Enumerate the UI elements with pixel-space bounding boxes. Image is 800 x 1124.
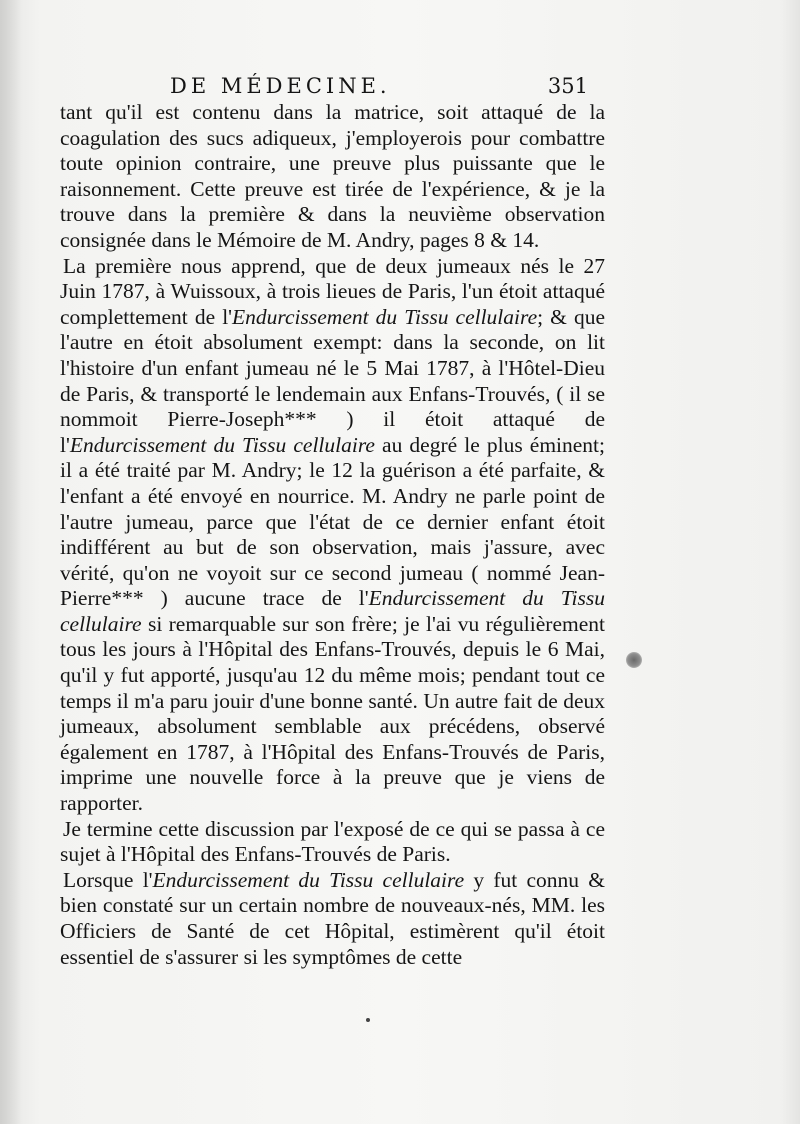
italic-term: Endurcissement du Tissu cellulaire [232, 304, 538, 329]
paragraph-2 [60, 254, 605, 817]
italic-term: Endurcissement du Tissu cellulaire [69, 432, 375, 457]
italic-term: Endurcissement du Tissu cellulaire [60, 586, 605, 636]
paragraph-3 [60, 817, 605, 868]
text-run: au degré le plus éminent; il a été traité par M. Andry; le 12 la guérison a été parfaite, & l'enfant a été envoyé en nourrice. M. Andry ne parle point de l'autre jumeau, parce que l'état de ce dernier enfant étoit indifférent au but de son observation, mais j'assure, avec vérité, qu'on ne voyoit sur ce second jumeau ( nommé Jean-Pierre*** ) aucune trace de l' [60, 432, 606, 611]
text-run: Lorsque l' [63, 867, 153, 892]
page-number: 351 [547, 74, 588, 98]
paper-speck [366, 1018, 370, 1022]
running-head: DE MÉDECINE. [170, 74, 391, 98]
text-run: si remarquable sur son frère; je l'ai vu régulièrement tous les jours à l'Hôpital des Enfans-Trouvés, depuis le 6 Mai, qu'il y fut apporté, jusqu'au 12 du même mois; pendant tout ce temps il m'a paru jouir d'une bonne santé. Un autre fait de deux jumeaux, absolument semblable aux précédens, observé également en 1787, à l'Hôpital des Enfans-Trouvés de Paris, imprime une nouvelle force à la preuve que je viens de rapporter. [60, 611, 605, 816]
ink-spot [626, 652, 642, 668]
text-run: La première nous apprend, que de deux jumeaux nés le 27 Juin 1787, à Wuissoux, à trois lieues de Paris, l'un étoit attaqué complettement de l' [60, 253, 605, 329]
text-run: Je termine cette discussion par l'exposé de ce qui se passa à ce sujet à l'Hôpital des Enfans-Trouvés de Paris. [60, 816, 605, 867]
gutter-shadow [0, 0, 22, 1124]
body-text [60, 100, 605, 970]
italic-term: Endurcissement du Tissu cellulaire [152, 867, 465, 892]
text-run: y fut connu & bien constaté sur un certain nombre de nouveaux-nés, MM. les Officiers de Santé de cet Hôpital, estimèrent qu'il étoit essentiel de s'assurer si les symptômes de cette [60, 867, 605, 969]
text-run: tant qu'il est contenu dans la matrice, soit attaqué de la coagulation des sucs adiqueux, j'employerois pour combattre toute opinion contraire, une preuve plus puissante que le raisonnement. Cette preuve est tirée de l'expérience, & je la trouve dans la première & dans la neuvième observation consignée dans le Mémoire de M. Andry, pages 8 & 14. [60, 100, 605, 252]
paragraph-1 [60, 100, 605, 254]
paragraph-4 [60, 868, 605, 970]
text-run: ; & que l'autre en étoit absolument exempt: dans la seconde, on lit l'histoire d'un enfant jumeau né le 5 Mai 1787, à l'Hôtel-Dieu de Paris, & transporté le lendemain aux Enfans-Trouvés, ( il se nommoit Pierre-Joseph*** ) il étoit attaqué de l' [60, 304, 606, 457]
